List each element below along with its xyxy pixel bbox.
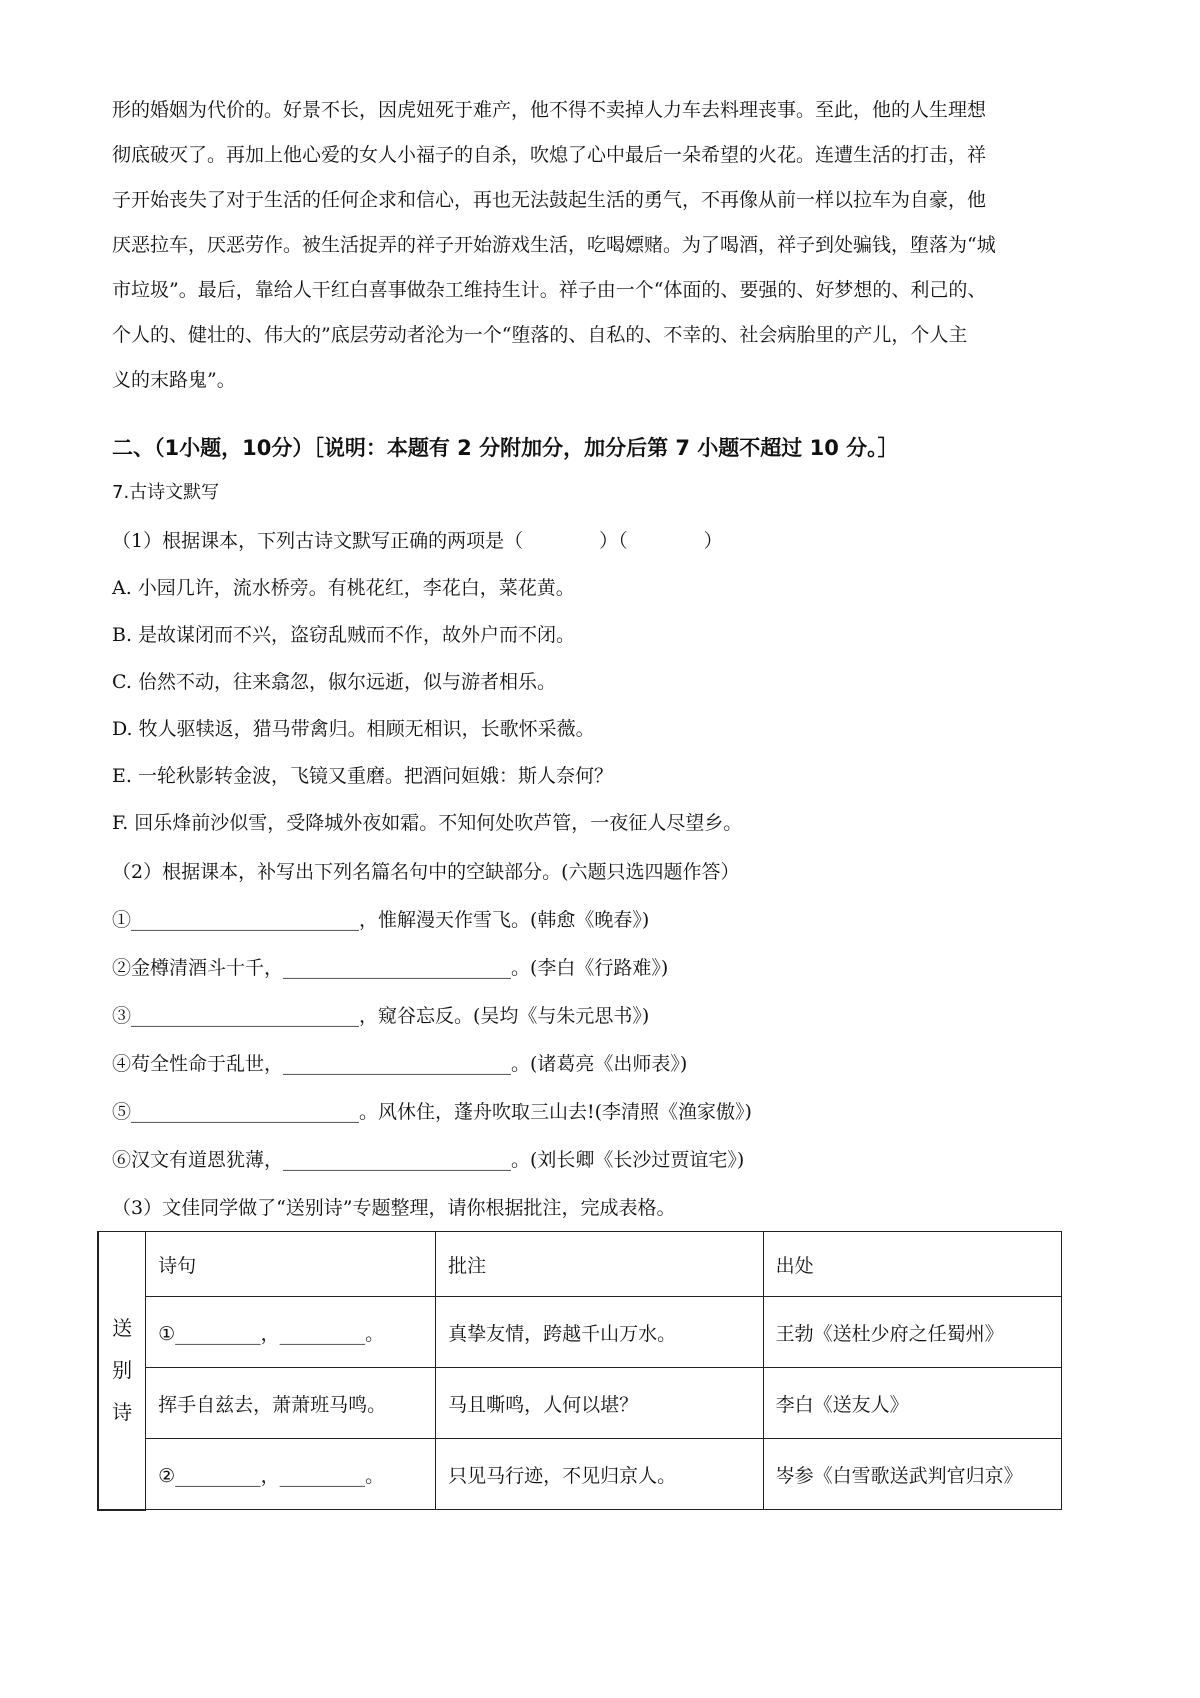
option-f: F. 回乐烽前沙似雪，受降城外夜如霜。不知何处吹芦管，一夜征人尽望乡。 (112, 812, 743, 834)
part3-prompt: （3）文佳同学做了“送别诗”专题整理，请你根据批注，完成表格。 (112, 1197, 676, 1219)
table-header-source: 出处 (763, 1232, 1061, 1297)
table-cell-note: 真挚友情，跨越千山万水。 (436, 1297, 764, 1368)
table-cell-note: 马且嘶鸣，人何以堪？ (436, 1368, 764, 1439)
fill-item-1: ①________________________，惟解漫天作雪飞。(韩愈《晚春》) (112, 909, 650, 931)
passage-line: 个人的、健壮的、伟大的”底层劳动者沦为一个“堕落的、自私的、不幸的、社会病胎里的产儿，个人主 (112, 324, 968, 346)
part1-prompt: （1）根据课本，下列古诗文默写正确的两项是（ ）（ ） (112, 530, 723, 552)
table-row (98, 1297, 1062, 1368)
passage-line: 彻底破灭了。再加上他心爱的女人小福子的自杀，吹熄了心中最后一朵希望的火花。连遭生活的打击，祥 (112, 144, 987, 166)
fill-item-4: ④苟全性命于乱世，________________________。(诸葛亮《出师表》) (112, 1053, 688, 1075)
table-header-row (98, 1232, 1062, 1297)
table-side-label: 送别诗 (112, 1316, 133, 1425)
passage-line: 市垃圾”。最后，靠给人干红白喜事做杂工维持生计。祥子由一个“体面的、要强的、好梦想的、利己的、 (112, 279, 987, 301)
table-cell-source: 李白《送友人》 (763, 1368, 1061, 1439)
option-d: D. 牧人驱犊返，猎马带禽归。相顾无相识，长歌怀采薇。 (112, 718, 595, 740)
section-heading: 二、（1小题，10分）［说明：本题有 2 分附加分，加分后第 7 小题不超过 10 分。］ (112, 436, 899, 460)
question-title: 7.古诗文默写 (112, 482, 220, 503)
passage-line: 子开始丧失了对于生活的任何企求和信心，再也无法鼓起生活的勇气，不再像从前一样以拉车为自豪，他 (112, 189, 987, 211)
fill-item-2: ②金樽清酒斗十千，________________________。(李白《行路难》) (112, 957, 669, 979)
table-header-note: 批注 (436, 1232, 764, 1297)
table-cell-source: 岑参《白雪歌送武判官归京》 (763, 1439, 1061, 1510)
option-c: C. 佁然不动，往来翕忽，俶尔远逝，似与游者相乐。 (112, 671, 556, 693)
option-b: B. 是故谋闭而不兴，盗窃乱贼而不作，故外户而不闭。 (112, 624, 576, 646)
table-side-label-cell (98, 1232, 146, 1510)
fill-item-3: ③________________________，窥谷忘反。(吴均《与朱元思书》) (112, 1005, 650, 1027)
table-cell-note: 只见马行迹，不见归京人。 (436, 1439, 764, 1510)
part2-prompt: （2）根据课本，补写出下列名篇名句中的空缺部分。(六题只选四题作答） (112, 861, 740, 883)
passage-line: 义的末路鬼”。 (112, 369, 236, 391)
table-cell-poem: ②_________，_________。 (146, 1439, 436, 1510)
table-header-poem: 诗句 (146, 1232, 436, 1297)
passage-line: 形的婚姻为代价的。好景不长，因虎妞死于难产，他不得不卖掉人力车去料理丧事。至此，他的人生理想 (112, 99, 987, 121)
fill-item-6: ⑥汉文有道恩犹薄，________________________。(刘长卿《长沙过贾谊宅》) (112, 1149, 745, 1171)
table-cell-poem: ①_________，_________。 (146, 1297, 436, 1368)
fill-item-5: ⑤________________________。风休住，蓬舟吹取三山去!(李清照《渔家傲》) (112, 1101, 752, 1123)
table-cell-source: 王勃《送杜少府之任蜀州》 (763, 1297, 1061, 1368)
passage-line: 厌恶拉车，厌恶劳作。被生活捉弄的祥子开始游戏生活，吃喝嫖赌。为了喝酒，祥子到处骗钱，堕落为“城 (112, 234, 996, 256)
table-row (98, 1368, 1062, 1439)
table-cell-poem: 挥手自兹去，萧萧班马鸣。 (146, 1368, 436, 1439)
farewell-poem-table (97, 1231, 1062, 1511)
option-e: E. 一轮秋影转金波，飞镜又重磨。把酒问姮娥：斯人奈何？ (112, 765, 613, 787)
option-a: A. 小园几许，流水桥旁。有桃花红，李花白，菜花黄。 (112, 577, 575, 599)
table-row (98, 1439, 1062, 1510)
